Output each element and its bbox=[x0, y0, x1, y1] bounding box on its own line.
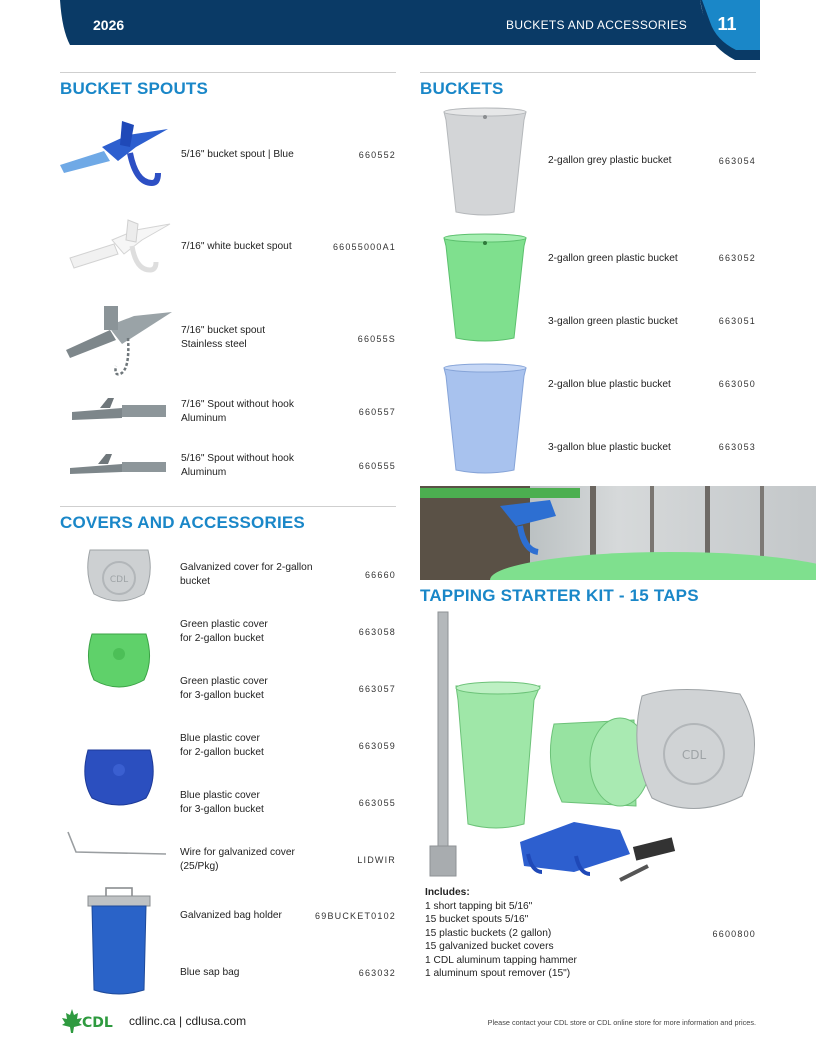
item-name bbox=[180, 789, 264, 817]
item-name-line: Galvanized cover for 2-gallon bbox=[180, 562, 313, 573]
includes-item: 1 CDL aluminum tapping hammer bbox=[425, 954, 577, 966]
item-name-line: bucket bbox=[180, 576, 211, 587]
bucket-spouts-title: BUCKET SPOUTS bbox=[60, 79, 209, 98]
bag-holder-image bbox=[86, 886, 152, 998]
header-year: 2026 bbox=[93, 17, 125, 33]
green-cover-image bbox=[86, 624, 152, 694]
item-code: 663052 bbox=[718, 253, 756, 263]
item-name bbox=[181, 398, 294, 426]
includes-item: 15 galvanized bucket covers bbox=[425, 941, 554, 952]
logo-text: CDL bbox=[82, 1015, 113, 1031]
blue-spout-image bbox=[58, 117, 172, 191]
page-number: 11 bbox=[717, 14, 737, 34]
item-code: 663059 bbox=[358, 741, 396, 751]
blue-bucket-image bbox=[442, 362, 528, 476]
includes-item: 15 plastic buckets (2 gallon) bbox=[425, 927, 552, 939]
aluminum-spout-516-image bbox=[68, 452, 170, 480]
kit-title: TAPPING STARTER KIT - 15 TAPS bbox=[420, 586, 699, 605]
item-code: 663053 bbox=[718, 442, 756, 452]
item-name: 3-gallon blue plastic bucket bbox=[548, 442, 671, 453]
item-name-line: Green plastic cover bbox=[180, 619, 268, 630]
item-name bbox=[180, 675, 268, 703]
item-name-line: Green plastic cover bbox=[180, 676, 268, 687]
item-code: 66660 bbox=[364, 570, 396, 580]
item-name-line: for 3-gallon bucket bbox=[180, 804, 264, 815]
item-code: 663051 bbox=[718, 316, 756, 326]
item-name: 2-gallon green plastic bucket bbox=[548, 253, 678, 264]
item-code: 663032 bbox=[358, 968, 396, 978]
item-name: Galvanized bag holder bbox=[180, 910, 282, 921]
item-name: Blue sap bag bbox=[180, 967, 240, 978]
svg-text:CDL: CDL bbox=[109, 575, 129, 585]
item-code: 660552 bbox=[358, 150, 396, 160]
cdl-logo bbox=[60, 1008, 120, 1039]
includes-item: 1 aluminum spout remover (15") bbox=[425, 968, 571, 979]
galvanized-cover-image bbox=[84, 544, 154, 606]
item-name-line: for 3-gallon bucket bbox=[180, 690, 264, 701]
item-name-line: Stainless steel bbox=[181, 339, 247, 350]
item-name-line: Blue plastic cover bbox=[180, 733, 260, 744]
item-name bbox=[181, 324, 265, 352]
page-header bbox=[0, 0, 816, 60]
item-name-line: Wire for galvanized cover bbox=[180, 847, 295, 858]
wire-image bbox=[66, 830, 168, 858]
item-code: 663057 bbox=[358, 684, 396, 694]
aluminum-spout-716-image bbox=[70, 396, 170, 426]
item-name: 3-gallon green plastic bucket bbox=[548, 316, 678, 327]
includes-item: 15 bucket spouts 5/16" bbox=[425, 914, 529, 925]
item-name bbox=[180, 732, 264, 760]
tree-tapping-photo bbox=[420, 486, 816, 580]
item-code: 663055 bbox=[358, 798, 396, 808]
maple-leaf-icon bbox=[60, 1008, 120, 1034]
kit-includes-list bbox=[425, 886, 577, 981]
starter-kit-image bbox=[424, 610, 768, 882]
item-name-line: 7/16" bucket spout bbox=[181, 325, 266, 336]
item-name: 2-gallon blue plastic bucket bbox=[548, 379, 671, 390]
item-name bbox=[181, 452, 294, 480]
footer-websites[interactable]: cdlinc.ca | cdlusa.com bbox=[129, 1014, 247, 1028]
includes-item: 1 short tapping bit 5/16" bbox=[425, 900, 533, 912]
item-name-line: (25/Pkg) bbox=[180, 861, 219, 872]
item-code: 663058 bbox=[358, 627, 396, 637]
item-name-line: for 2-gallon bucket bbox=[180, 747, 264, 758]
item-code: 69BUCKET0102 bbox=[315, 911, 396, 921]
item-code: 66055S bbox=[357, 334, 396, 344]
item-name bbox=[180, 618, 268, 646]
item-name-line: for 2-gallon bucket bbox=[180, 633, 264, 644]
item-name bbox=[180, 846, 295, 874]
item-name: 7/16" white bucket spout bbox=[181, 241, 292, 252]
item-code: 663050 bbox=[718, 379, 756, 389]
white-spout-image bbox=[66, 218, 172, 276]
item-code: 663054 bbox=[718, 156, 756, 166]
item-code: 660557 bbox=[358, 407, 396, 417]
item-name-line: 5/16" Spout without hook bbox=[181, 453, 294, 464]
stainless-spout-image bbox=[64, 302, 174, 380]
item-name bbox=[180, 561, 313, 589]
includes-label: Includes: bbox=[425, 887, 470, 898]
grey-bucket-image bbox=[442, 106, 528, 218]
item-code: 660555 bbox=[358, 461, 396, 471]
item-name-line: Aluminum bbox=[181, 413, 227, 424]
item-name: 2-gallon grey plastic bucket bbox=[548, 155, 672, 166]
footer-note: Please contact your CDL store or CDL online store for more information and prices. bbox=[487, 1018, 756, 1027]
green-bucket-image bbox=[442, 232, 528, 344]
divider bbox=[60, 506, 396, 507]
item-code: 6600800 bbox=[712, 929, 756, 939]
divider bbox=[60, 72, 396, 73]
item-name-line: 7/16" Spout without hook bbox=[181, 399, 294, 410]
item-name-line: Aluminum bbox=[181, 467, 227, 478]
item-code: LIDWIR bbox=[357, 855, 396, 865]
item-code: 66055000A1 bbox=[332, 242, 396, 252]
item-name: 5/16" bucket spout | Blue bbox=[181, 149, 294, 160]
item-name-line: Blue plastic cover bbox=[180, 790, 260, 801]
buckets-title: BUCKETS bbox=[420, 79, 504, 98]
svg-text:CDL: CDL bbox=[681, 748, 707, 762]
covers-title: COVERS AND ACCESSORIES bbox=[60, 513, 305, 532]
header-section-title: BUCKETS AND ACCESSORIES bbox=[506, 18, 687, 32]
blue-cover-image bbox=[82, 740, 156, 812]
divider bbox=[420, 72, 756, 73]
